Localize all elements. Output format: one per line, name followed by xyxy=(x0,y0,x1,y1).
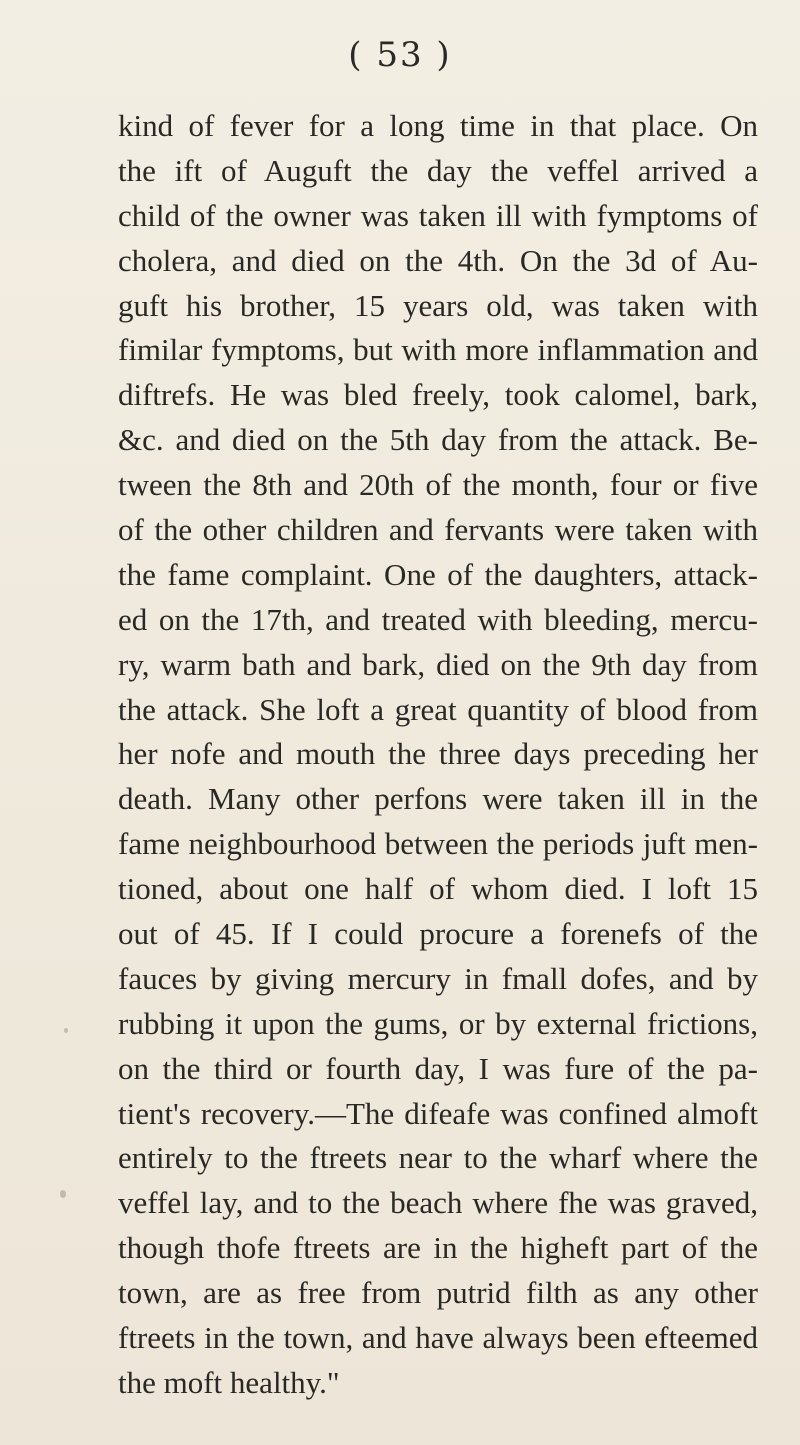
text-line: rubbing it upon the gums, or by external frictions, xyxy=(118,1005,758,1041)
text-line: cholera, and died on the 4th. On the 3d of Au- xyxy=(118,242,758,278)
text-line: ed on the 17th, and treated with bleeding, mercu- xyxy=(118,601,758,637)
text-line: the ift of Auguft the day the veffel arrived a xyxy=(118,152,758,188)
text-line: on the third or fourth day, I was fure of the pa- xyxy=(118,1050,758,1086)
text-line: her nofe and mouth the three days preceding her xyxy=(118,736,758,772)
text-line: of the other children and fervants were taken with xyxy=(118,512,758,548)
text-line: the fame complaint. One of the daughters, attack- xyxy=(118,556,758,592)
text-line: ry, warm bath and bark, died on the 9th day from xyxy=(118,646,758,682)
text-line: fimilar fymptoms, but with more inflammation and xyxy=(118,332,758,368)
text-line: veffel lay, and to the beach where fhe was graved, xyxy=(118,1185,758,1221)
text-line: child of the owner was taken ill with fymptoms of xyxy=(118,197,758,233)
text-line: kind of fever for a long time in that place. On xyxy=(118,108,758,143)
text-line: though thofe ftreets are in the higheft part of the xyxy=(118,1230,758,1266)
text-line: fame neighbourhood between the periods juft men- xyxy=(118,826,758,862)
ink-speck xyxy=(64,1028,68,1033)
text-line: &c. and died on the 5th day from the attack. Be- xyxy=(118,422,758,458)
text-line: guft his brother, 15 years old, was taken with xyxy=(118,287,758,323)
text-line: fauces by giving mercury in fmall dofes, and by xyxy=(118,960,758,996)
text-line: town, are as free from putrid filth as any other xyxy=(118,1275,758,1311)
text-line: tween the 8th and 20th of the month, four or five xyxy=(118,467,758,503)
text-line: the moft healthy." xyxy=(118,1364,340,1400)
page-number: ( 53 ) xyxy=(348,35,452,75)
body-text xyxy=(118,104,758,1406)
text-line: tioned, about one half of whom died. I loft 15 xyxy=(118,871,758,907)
text-line: diftrefs. He was bled freely, took calomel, bark, xyxy=(118,377,758,413)
text-line: entirely to the ftreets near to the wharf where the xyxy=(118,1140,758,1176)
ink-speck xyxy=(60,1190,66,1198)
text-line: the attack. She loft a great quantity of blood from xyxy=(118,691,758,727)
text-line: tient's recovery.—The difeafe was confined almoft xyxy=(118,1095,758,1131)
text-line: death. Many other perfons were taken ill in the xyxy=(118,781,758,817)
text-line: out of 45. If I could procure a forenefs of the xyxy=(118,916,758,952)
text-line: ftreets in the town, and have always been efteemed xyxy=(118,1320,758,1356)
